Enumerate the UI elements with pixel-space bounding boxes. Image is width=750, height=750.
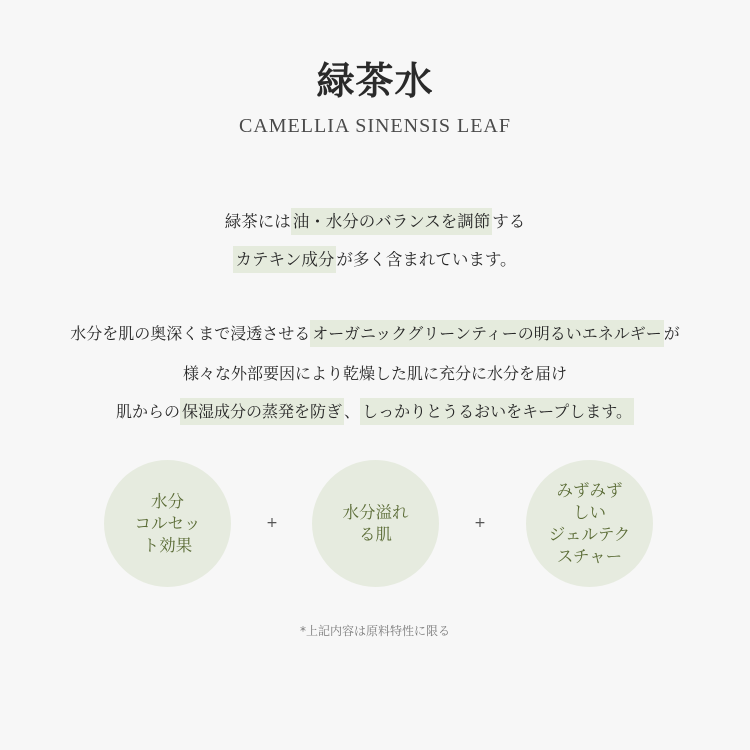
page-title: 緑茶水 [316, 59, 434, 103]
circle-text-line: ジェルテク [548, 524, 631, 544]
intro-line-2 [0, 246, 750, 270]
circle-text-line: しい [572, 502, 606, 522]
body-line-1-text-b: が [663, 324, 680, 343]
body-line-3-text-b: 、 [344, 402, 361, 421]
feature-circle-hydrated-skin [312, 460, 439, 587]
circle-text-line: スチャー [556, 546, 623, 566]
body-line-1 [0, 321, 750, 344]
body-line-1-highlight: オーガニックグリーンティーの明るいエネルギー [310, 320, 663, 347]
body-line-1-text-a: 水分を肌の奥深くまで浸透させる [70, 324, 311, 343]
circle-text-line: コルセッ [134, 513, 201, 533]
feature-circle-moisture-corset [104, 460, 231, 587]
circle-text-line: る肌 [359, 524, 392, 544]
intro-line-2-text-b: が多く含まれています。 [336, 250, 517, 269]
disclaimer-note: *上記内容は原料特性に限る [299, 624, 450, 638]
page-subtitle: CAMELLIA SINENSIS LEAF [238, 115, 511, 137]
intro-line-2-highlight: カテキン成分 [233, 246, 336, 273]
intro-line-1 [0, 208, 750, 232]
circle-text-line: ト効果 [142, 535, 193, 555]
circle-text-line: 水分溢れ [342, 502, 409, 522]
body-line-3-highlight-1: 保湿成分の蒸発を防ぎ [180, 398, 344, 425]
body-line-3-highlight-2: しっかりとうるおいをキープします。 [360, 398, 634, 425]
plus-sign: + [266, 515, 278, 531]
plus-sign: + [474, 515, 486, 531]
circle-text-line: みずみず [556, 480, 623, 500]
body-line-2: 様々な外部要因により乾燥した肌に充分に水分を届け [182, 364, 567, 383]
intro-line-1-highlight: 油・水分のバランスを調節 [291, 208, 493, 235]
feature-circle-gel-texture [526, 460, 653, 587]
intro-line-1-text-b: する [492, 212, 526, 231]
circle-text-line: 水分 [151, 491, 184, 511]
body-line-3 [0, 399, 750, 422]
body-line-3-text-a: 肌からの [116, 402, 181, 421]
intro-line-1-text-a: 緑茶には [224, 212, 291, 231]
